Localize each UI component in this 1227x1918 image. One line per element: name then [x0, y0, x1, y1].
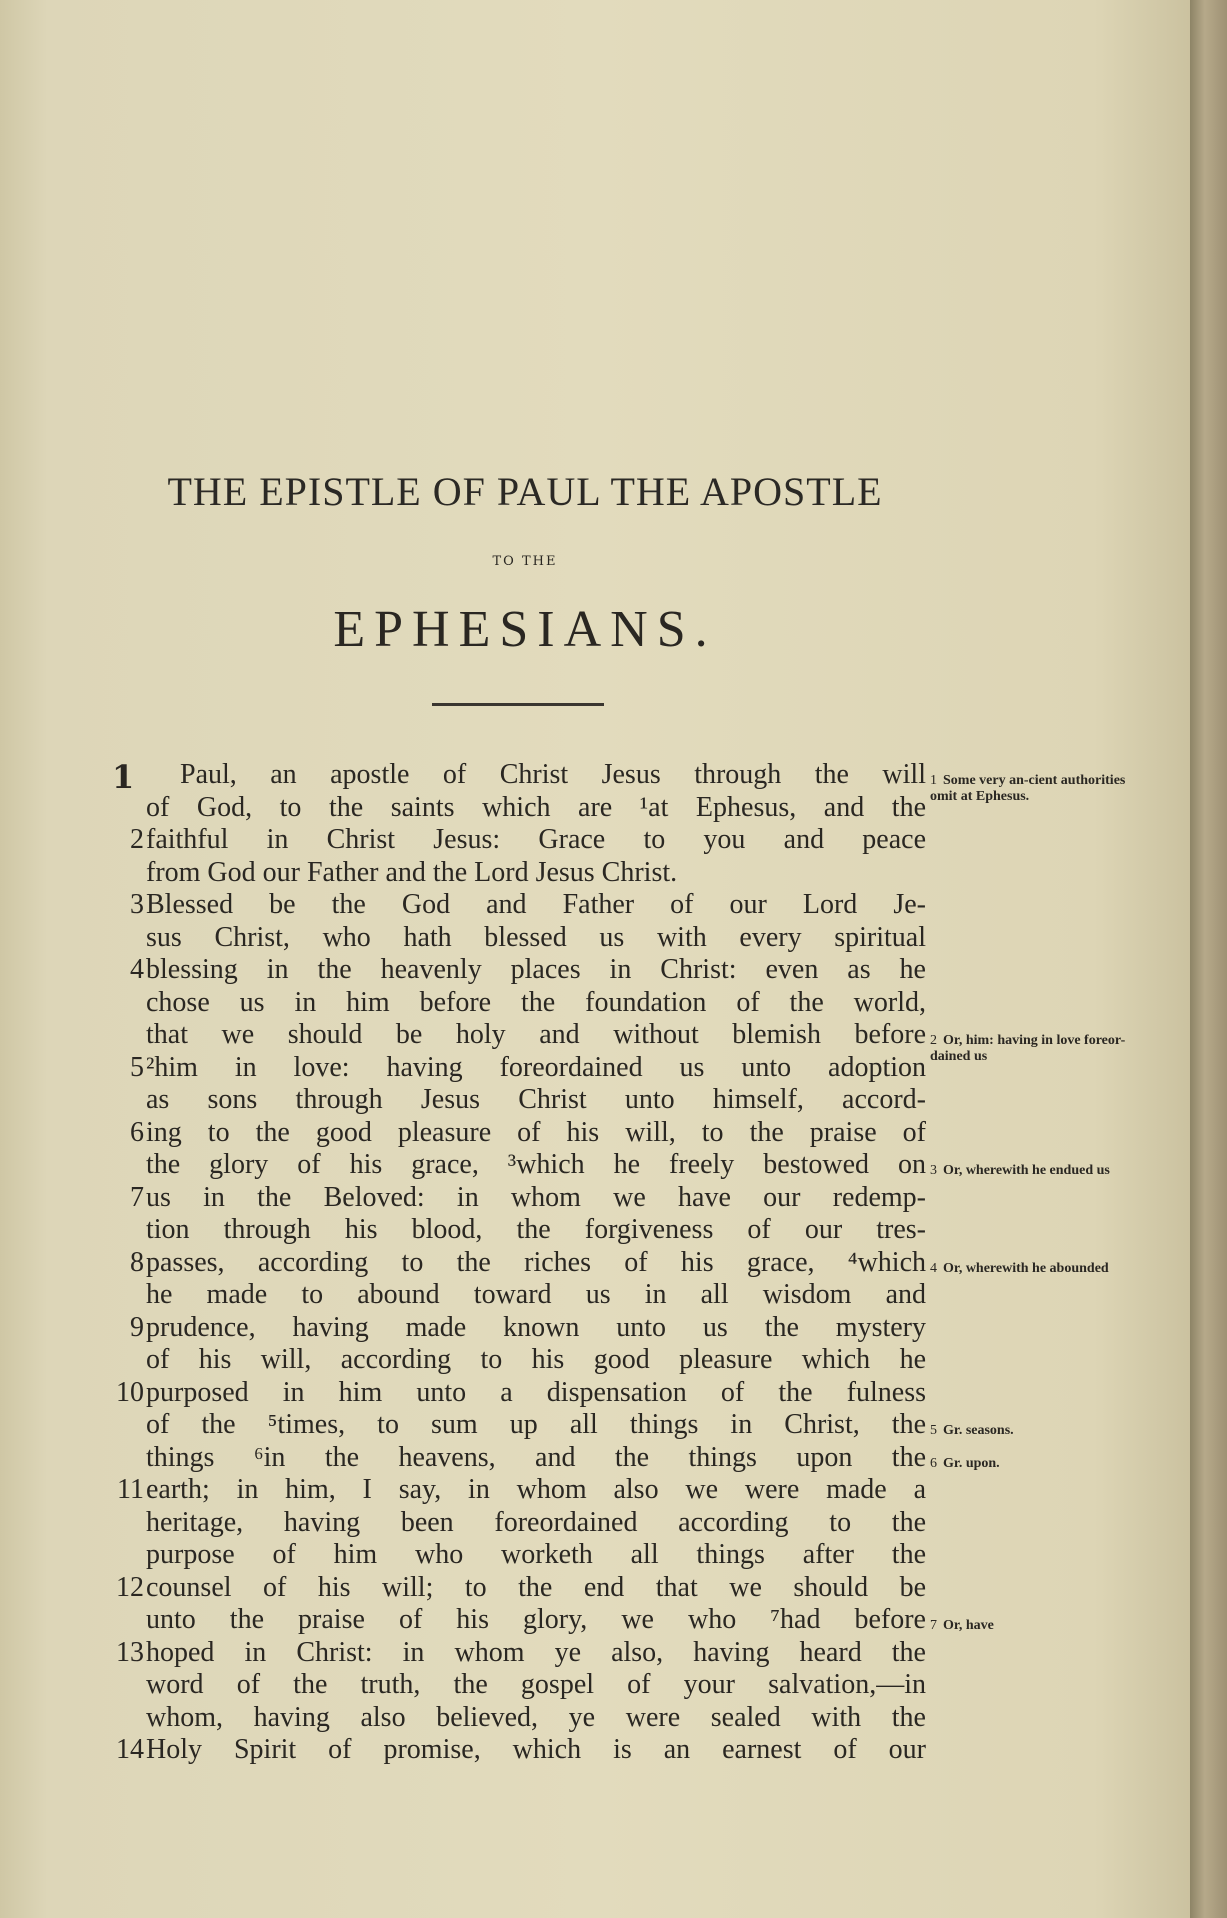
- note-text: Or, wherewith he endued us: [943, 1163, 1110, 1178]
- line-text: of his will, according to his good pleasure which he: [146, 1344, 926, 1375]
- text-line: [100, 1442, 925, 1475]
- line-text: purposed in him unto a dispensation of the fulness: [146, 1376, 926, 1408]
- line-text: us in the Beloved: in whom we have our redemp-: [146, 1181, 926, 1213]
- margin-note: [930, 1163, 1130, 1179]
- line-text: of God, to the saints which are ¹at Ephesus, and the: [146, 791, 926, 823]
- verse-number: 4: [130, 954, 144, 985]
- text-line: [100, 1117, 925, 1150]
- line-text: counsel of his will; to the end that we should be: [146, 1571, 926, 1603]
- margin-note: [930, 1033, 1130, 1065]
- text-line: [100, 1279, 925, 1312]
- verse-number: 2: [130, 824, 144, 855]
- note-number: 7: [930, 1618, 937, 1633]
- text-line: [100, 759, 925, 792]
- margin-note: [930, 1618, 1130, 1634]
- line-text: that we should be holy and without blemish before: [146, 1019, 926, 1050]
- line-text: the glory of his grace, ³which he freely bestowed on: [146, 1149, 926, 1180]
- verse-number: 8: [130, 1246, 144, 1278]
- text-line: [100, 1507, 925, 1540]
- verse-number: 6: [130, 1116, 144, 1148]
- verse-number: 3: [130, 889, 144, 920]
- text-line: [100, 987, 925, 1020]
- margin-note: [930, 1456, 1130, 1472]
- line-text: blessing in the heavenly places in Christ: even as he: [146, 954, 926, 985]
- text-line: [100, 1604, 925, 1637]
- text-line: [100, 824, 925, 857]
- scripture-text: [100, 759, 925, 1767]
- line-text: as sons through Jesus Christ unto himself, accord-: [146, 1084, 926, 1115]
- note-text: Or, him: having in love foreor-dained us: [930, 1033, 1126, 1064]
- line-text: word of the truth, the gospel of your salvation,—in: [146, 1669, 926, 1700]
- line-text: passes, according to the riches of his grace, ⁴which: [146, 1246, 926, 1278]
- verse-number: 9: [130, 1311, 144, 1343]
- text-line: [100, 1637, 925, 1670]
- text-line: [100, 1669, 925, 1702]
- title-connector: TO THE: [492, 554, 558, 569]
- line-text: purpose of him who worketh all things after the: [146, 1539, 926, 1570]
- note-text: Gr. seasons.: [943, 1423, 1014, 1438]
- line-text: tion through his blood, the forgiveness of our tres-: [146, 1214, 926, 1245]
- line-text: Blessed be the God and Father of our Lord Je-: [146, 889, 926, 920]
- text-line: [100, 1702, 925, 1735]
- line-text: Paul, an apostle of Christ Jesus through the will: [180, 759, 926, 790]
- verse-number: 7: [130, 1181, 144, 1213]
- note-number: 6: [930, 1455, 937, 1471]
- line-text: of the ⁵times, to sum up all things in Christ, the: [146, 1409, 926, 1440]
- note-text: Or, wherewith he abounded: [943, 1260, 1109, 1276]
- title-divider: [432, 703, 604, 706]
- note-number: 2: [930, 1033, 937, 1048]
- text-line: [100, 1734, 925, 1767]
- line-text: prudence, having made known unto us the mystery: [146, 1311, 926, 1343]
- note-number: 1: [930, 773, 937, 788]
- text-line: [100, 1084, 925, 1117]
- verse-number: 10: [116, 1376, 144, 1408]
- line-text: heritage, having been foreordained according to the: [146, 1506, 926, 1538]
- note-text: Or, have: [943, 1618, 994, 1633]
- book-title: EPHESIANS.: [333, 601, 717, 658]
- line-text: he made to abound toward us in all wisdom and: [146, 1279, 926, 1310]
- note-number: 3: [930, 1163, 937, 1178]
- text-line: [100, 922, 925, 955]
- note-text: Some very an-cient authorities omit at Ephesus.: [930, 773, 1126, 804]
- text-line: [100, 1572, 925, 1605]
- text-line: [100, 1019, 925, 1052]
- line-text: faithful in Christ Jesus: Grace to you and peace: [146, 824, 926, 855]
- line-text: things ⁶in the heavens, and the things upon the: [146, 1441, 926, 1473]
- text-line: [100, 1247, 925, 1280]
- text-line: [100, 1149, 925, 1182]
- line-text: whom, having also believed, ye were sealed with the: [146, 1701, 926, 1733]
- book-spine-edge: [1190, 0, 1227, 1918]
- margin-note: [930, 773, 1130, 805]
- line-text: unto the praise of his glory, we who ⁷had before: [146, 1604, 926, 1635]
- line-text: ²him in love: having foreordained us unto adoption: [146, 1051, 926, 1083]
- text-line: [100, 1474, 925, 1507]
- text-line: [100, 857, 925, 890]
- text-line: [100, 1182, 925, 1215]
- verse-number: 14: [116, 1734, 144, 1765]
- text-line: [100, 1312, 925, 1345]
- text-line: [100, 1344, 925, 1377]
- text-line: [100, 954, 925, 987]
- note-number: 4: [930, 1260, 937, 1276]
- epistle-title: THE EPISTLE OF PAUL THE APOSTLE: [167, 469, 883, 514]
- line-text: from God our Father and the Lord Jesus Christ.: [146, 856, 678, 888]
- verse-number: 5: [130, 1051, 144, 1083]
- verse-number: 11: [117, 1474, 144, 1505]
- text-line: [100, 792, 925, 825]
- line-text: hoped in Christ: in whom ye also, having heard the: [146, 1636, 926, 1668]
- line-text: chose us in him before the foundation of the world,: [146, 986, 926, 1018]
- verse-number: 12: [116, 1571, 144, 1603]
- text-line: [100, 1409, 925, 1442]
- text-line: [100, 889, 925, 922]
- verse-number: 13: [116, 1636, 144, 1668]
- line-text: sus Christ, who hath blessed us with every spiritual: [146, 921, 926, 953]
- margin-note: [930, 1423, 1130, 1439]
- line-text: ing to the good pleasure of his will, to the praise of: [146, 1116, 926, 1148]
- chapter-number: 1: [112, 758, 135, 796]
- text-line: [100, 1539, 925, 1572]
- margin-note: [930, 1261, 1130, 1277]
- note-number: 5: [930, 1423, 937, 1438]
- line-text: Holy Spirit of promise, which is an earnest of our: [146, 1734, 926, 1765]
- note-text: Gr. upon.: [943, 1455, 1000, 1471]
- text-line: [100, 1052, 925, 1085]
- text-line: [100, 1214, 925, 1247]
- line-text: earth; in him, I say, in whom also we were made a: [146, 1474, 926, 1505]
- text-line: [100, 1377, 925, 1410]
